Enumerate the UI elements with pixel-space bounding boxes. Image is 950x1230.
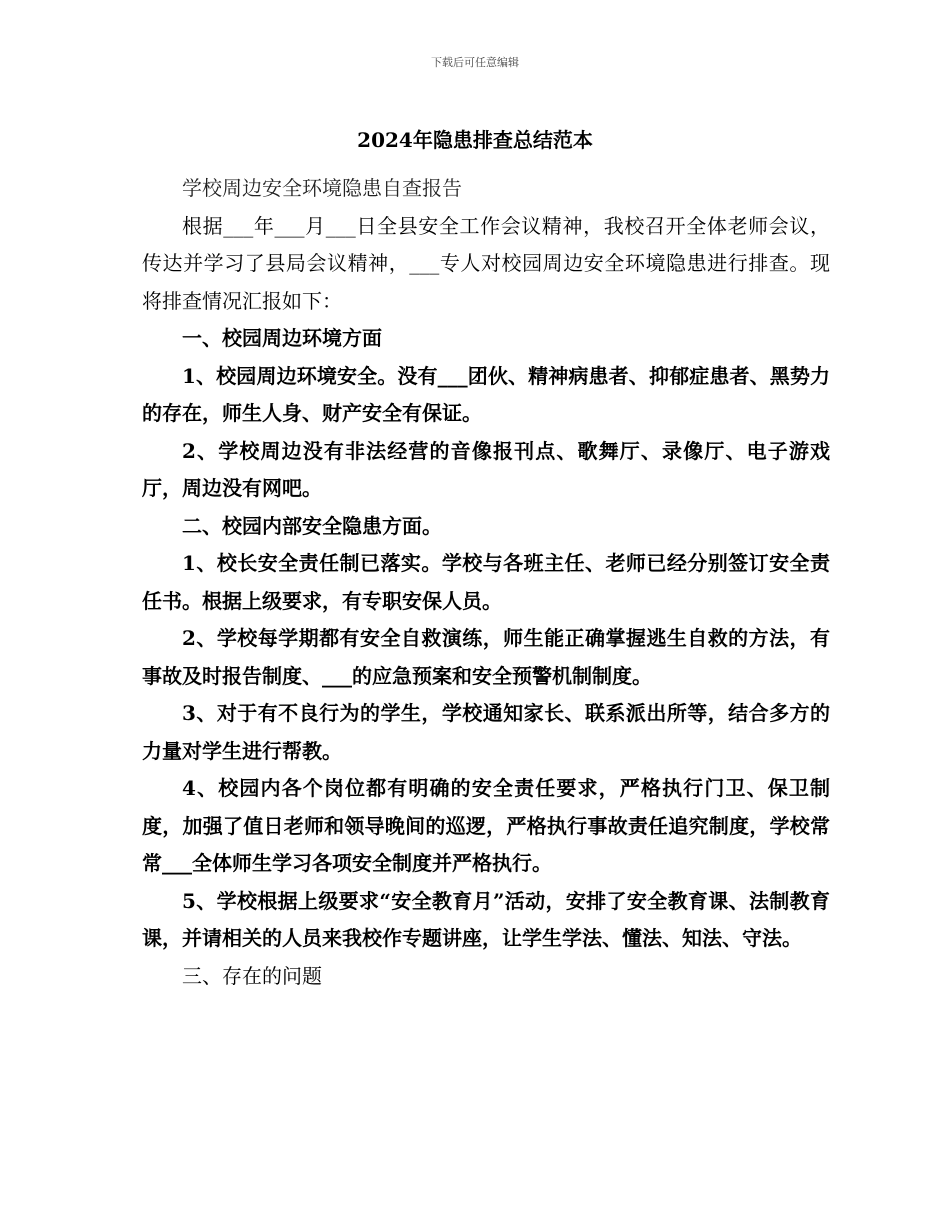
document-body	[142, 170, 830, 995]
page-header: 下载后可任意编辑	[431, 56, 519, 69]
paragraph-2-1: 1、校长安全责任制已落实。学校与各班主任、老师已经分别签订安全责任书。根据上级要求，有专职安保人员。	[142, 551, 830, 613]
paragraph-2-3: 3、对于有不良行为的学生，学校通知家长、联系派出所等，结合多方的力量对学生进行帮教。	[142, 701, 830, 763]
section-heading-1: 一、校园周边环境方面	[182, 326, 382, 350]
paragraph-2-2: 2、学校每学期都有安全自救演练，师生能正确掌握逃生自救的方法，有事故及时报告制度、___的应急预案和安全预警机制制度。	[142, 626, 830, 688]
report-subtitle: 学校周边安全环境隐患自查报告	[182, 176, 462, 200]
paragraph-1-1: 1、校园周边环境安全。没有___团伙、精神病患者、抑郁症患者、黑势力的存在，师生人身、财产安全有保证。	[142, 363, 830, 425]
section-heading-2: 二、校园内部安全隐患方面。	[182, 513, 442, 538]
paragraph-2-4: 4、校园内各个岗位都有明确的安全责任要求，严格执行门卫、保卫制度，加强了值日老师和领导晚间的巡逻，严格执行事故责任追究制度，学校常常___全体师生学习各项安全制度并严格执行。	[142, 776, 830, 875]
intro-paragraph: 根据___年___月___日全县安全工作会议精神，我校召开全体老师会议，传达并学习了县局会议精神，___专人对校园周边安全环境隐患进行排查。现将排查情况汇报如下：	[142, 213, 830, 313]
section-heading-3: 三、存在的问题	[182, 963, 322, 988]
paragraph-2-5: 5、学校根据上级要求“安全教育月”活动，安排了安全教育课、法制教育课，并请相关的人员来我校作专题讲座，让学生学法、懂法、知法、守法。	[142, 888, 830, 950]
document-title: 2024年隐患排查总结范本	[357, 128, 593, 152]
paragraph-1-2: 2、学校周边没有非法经营的音像报刊点、歌舞厅、录像厅、电子游戏厅，周边没有网吧。	[142, 438, 830, 500]
